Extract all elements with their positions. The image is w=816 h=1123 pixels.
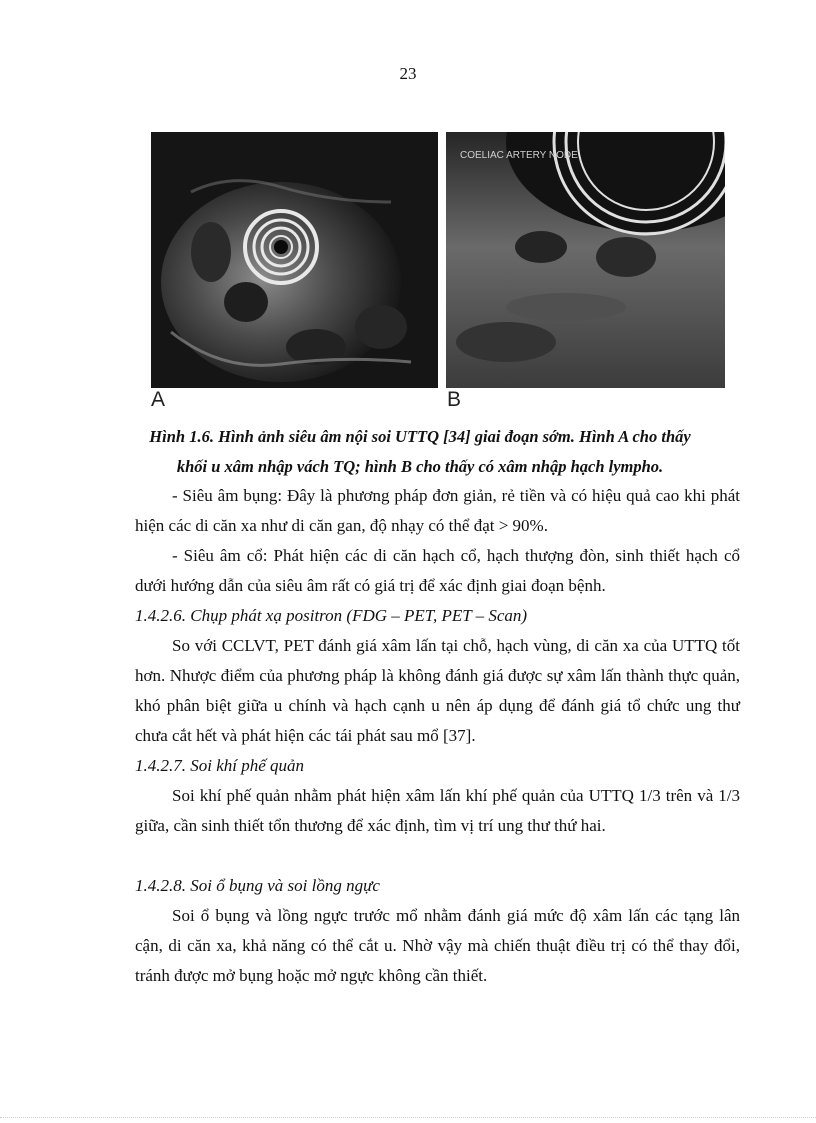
section-heading-bronchoscopy: 1.4.2.7. Soi khí phế quản bbox=[135, 756, 305, 775]
paragraph-neck-ultrasound: - Siêu âm cổ: Phát hiện các di căn hạch cổ, hạch thượng đòn, sinh thiết hạch cổ dưới hướng dẫn của siêu âm rất có giá trị để xác định giai đoạn bệnh. bbox=[135, 546, 740, 595]
section-heading-laparoscopy: 1.4.2.8. Soi ổ bụng và soi lồng ngực bbox=[135, 876, 380, 895]
caption-line-1: Hình 1.6. Hình ảnh siêu âm nội soi UTTQ [34] giai đoạn sớm. Hình A cho thấy bbox=[149, 427, 691, 446]
panel-a-label: A bbox=[151, 388, 166, 411]
ultrasound-image-b bbox=[446, 132, 725, 388]
figure-caption bbox=[120, 422, 720, 482]
paragraph-abdominal-ultrasound: - Siêu âm bụng: Đây là phương pháp đơn giản, rẻ tiền và có hiệu quả cao khi phát hiện các di căn xa như di căn gan, độ nhạy có thể đạt > 90%. bbox=[135, 486, 740, 535]
page-number: 23 bbox=[399, 64, 417, 83]
paragraph-bronchoscopy: Soi khí phế quản nhằm phát hiện xâm lấn khí phế quản của UTTQ 1/3 trên và 1/3 giữa, cần sinh thiết tổn thương để xác định, tìm vị trí ung thư thứ hai. bbox=[135, 786, 740, 835]
overlay-label: COELIAC ARTERY NODE bbox=[460, 150, 578, 161]
ultrasound-image-a bbox=[151, 132, 438, 388]
ultrasound-figure bbox=[151, 132, 726, 412]
paragraph-pet: So với CCLVT, PET đánh giá xâm lấn tại chỗ, hạch vùng, di căn xa của UTTQ tốt hơn. Nhược điểm của phương pháp là không đánh giá được sự xâm lấn thành thực quản, khó phân biệt giữa u chính và hạch cạnh u nên áp dụng để đánh giá tổ chức ung thư chưa cắt hết và phát hiện các tái phát sau mổ [37]. bbox=[135, 636, 740, 745]
section-heading-pet: 1.4.2.6. Chụp phát xạ positron (FDG – PET, PET – Scan) bbox=[135, 606, 528, 625]
paragraph-laparoscopy: Soi ổ bụng và lồng ngực trước mổ nhằm đánh giá mức độ xâm lấn các tạng lân cận, di căn xa, khả năng có thể cắt u. Nhờ vậy mà chiến thuật điều trị có thể thay đổi, tránh được mở bụng hoặc mở ngực không cần thiết. bbox=[135, 906, 740, 985]
caption-line-2: khối u xâm nhập vách TQ; hình B cho thấy có xâm nhập hạch lympho. bbox=[176, 457, 664, 476]
panel-b-label: B bbox=[447, 388, 462, 411]
footer-divider bbox=[0, 1117, 816, 1118]
